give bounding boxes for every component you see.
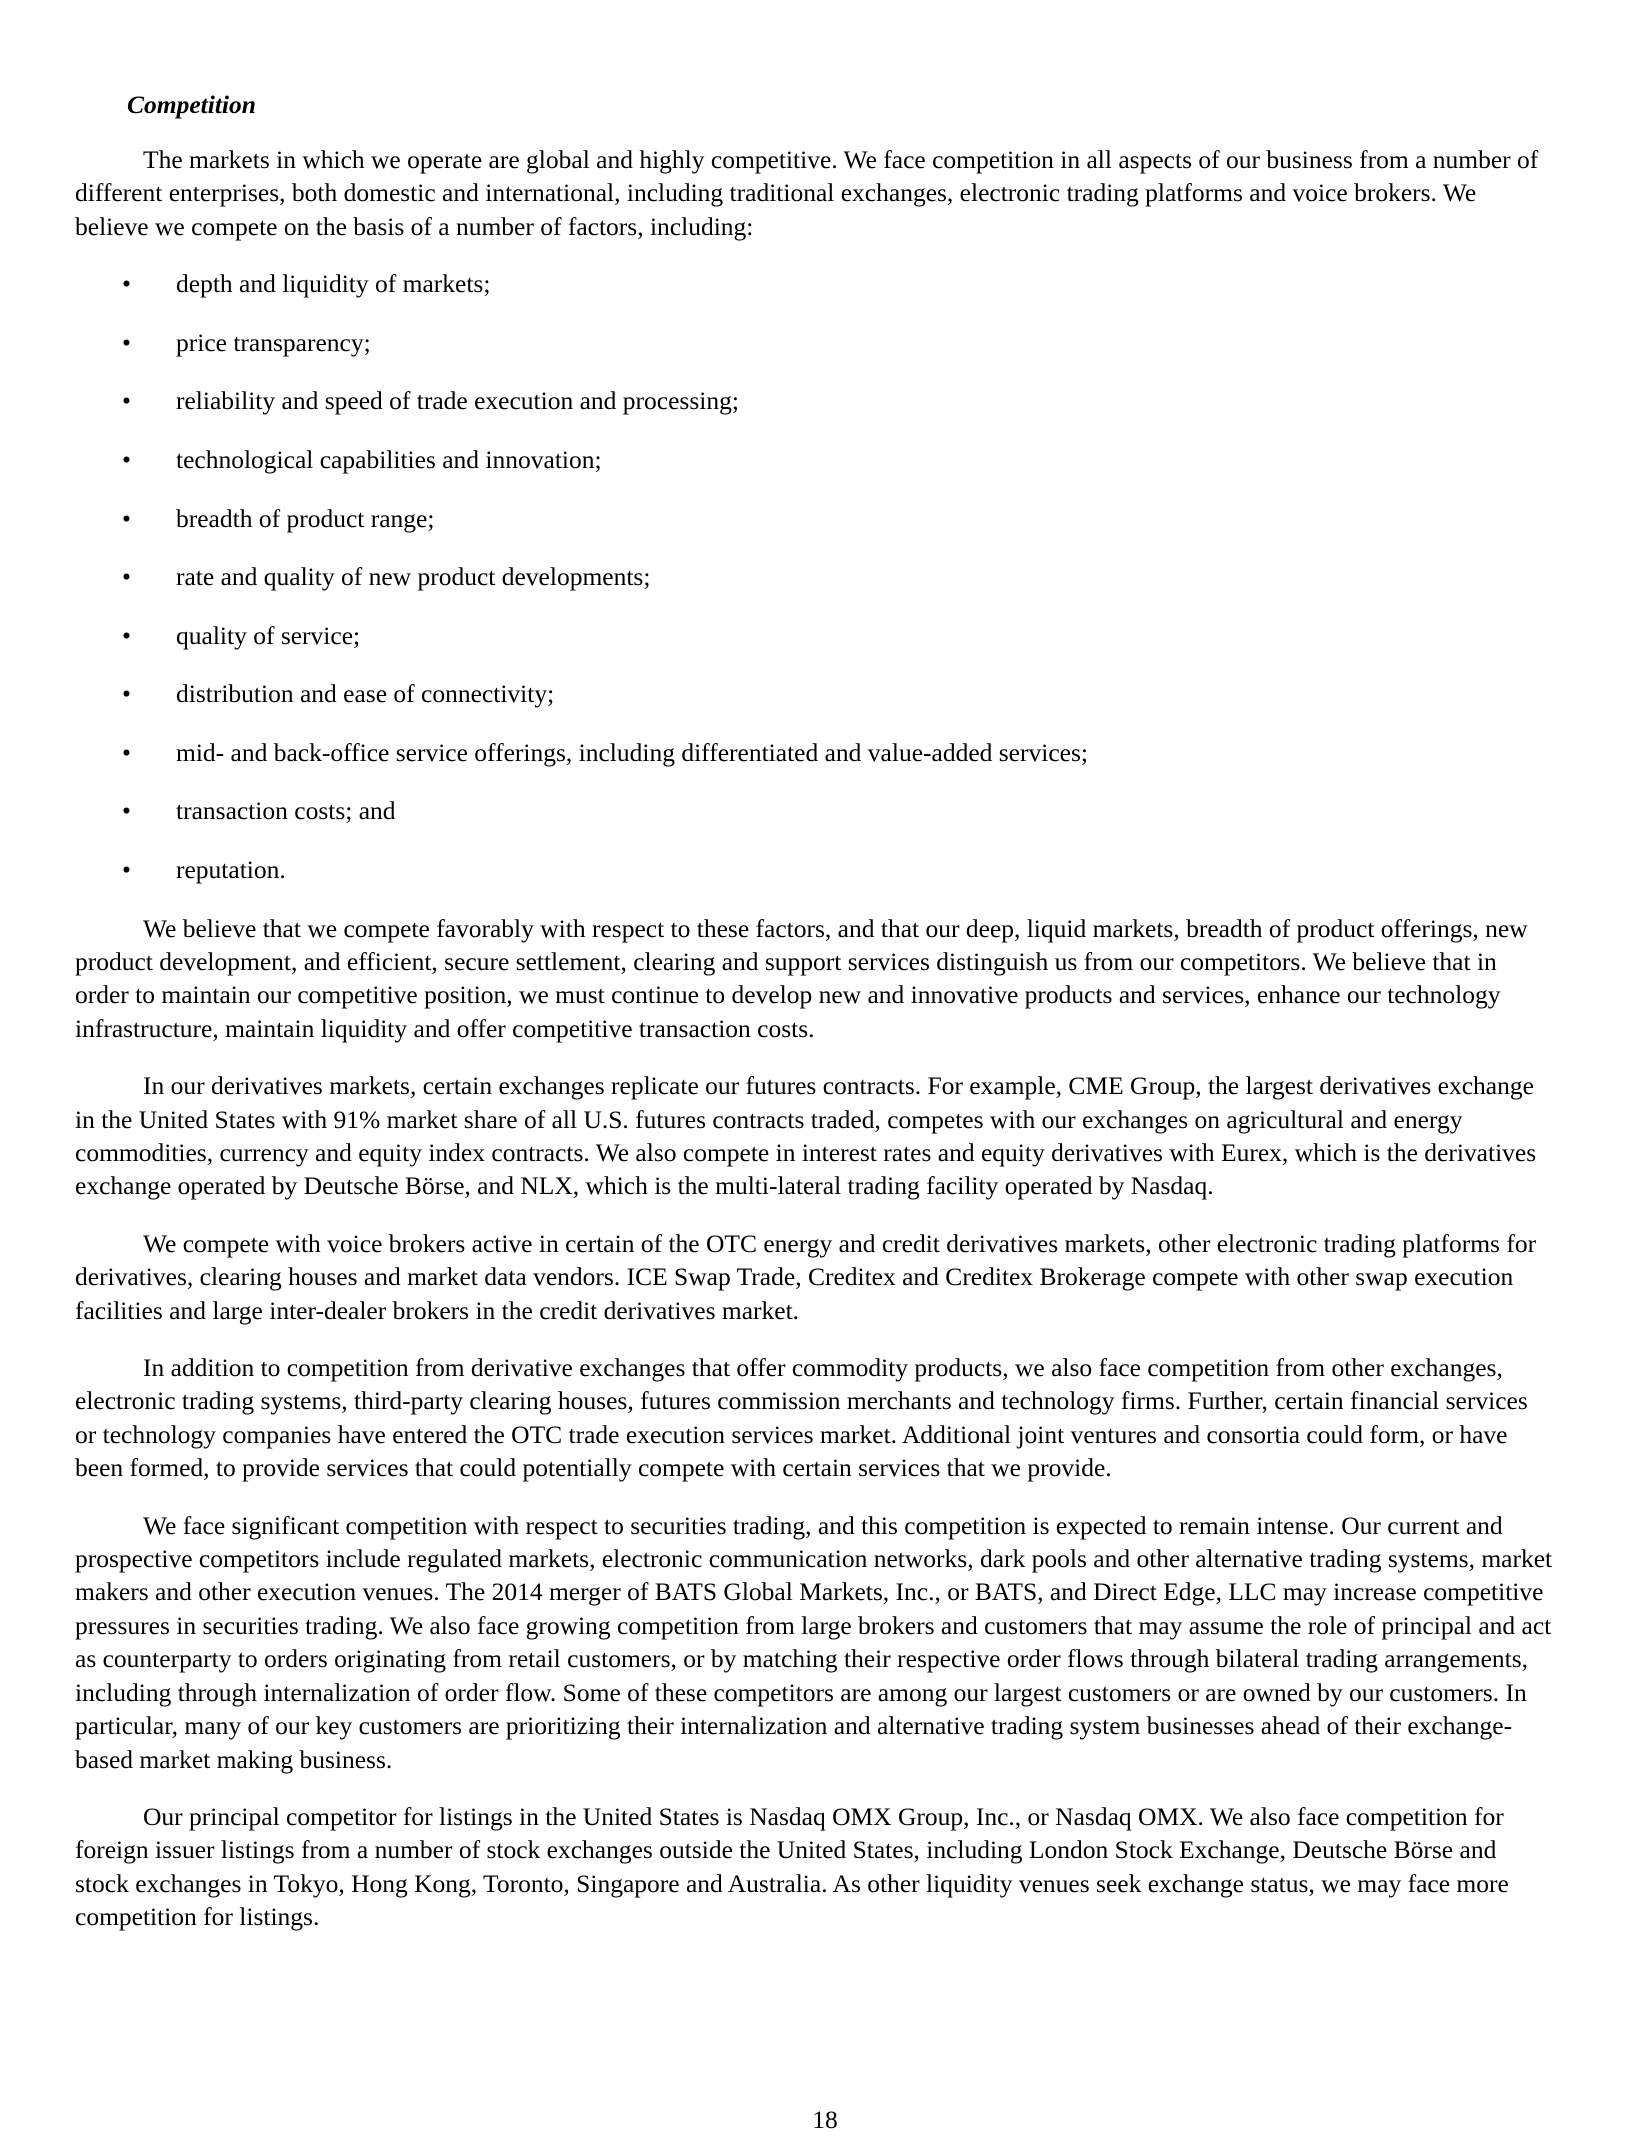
body-paragraph: We believe that we compete favorably with respect to these factors, and that our deep, liquid markets, breadth of product offerings, new product development, and efficient, secure settlement, clearing and support services distinguish us from our competitors. We believe that in order to maintain our competitive position, we must continue to develop new and innovative products and services, enhance our technology infrastructure, maintain liquidity and offer competitive transaction costs. bbox=[75, 913, 1528, 1043]
bullet-icon: • bbox=[122, 562, 131, 592]
bullet-icon: • bbox=[122, 444, 131, 474]
list-item-text: reliability and speed of trade execution and processing; bbox=[176, 386, 739, 416]
bullet-icon: • bbox=[122, 796, 131, 826]
list-item bbox=[75, 502, 1555, 535]
section-heading: Competition bbox=[127, 90, 256, 119]
list-item bbox=[75, 560, 1555, 593]
list-item bbox=[75, 326, 1555, 359]
bullet-icon: • bbox=[122, 327, 131, 357]
document-page bbox=[75, 88, 1555, 1958]
body-paragraph: In addition to competition from derivative exchanges that offer commodity products, we also face competition from other exchanges, electronic trading systems, third-party clearing houses, futures commission merchants and technology firms. Further, certain financial services or technology companies have entered the OTC trade execution services market. Additional joint ventures and consortia could form, or have been formed, to provide services that could potentially compete with certain services that we provide. bbox=[75, 1353, 1528, 1483]
factors-list bbox=[75, 267, 1555, 886]
bullet-icon: • bbox=[122, 679, 131, 709]
list-item bbox=[75, 443, 1555, 476]
list-item-text: breadth of product range; bbox=[176, 503, 435, 533]
bullet-icon: • bbox=[122, 386, 131, 416]
list-item-text: quality of service; bbox=[176, 620, 361, 650]
list-item-text: price transparency; bbox=[176, 327, 371, 357]
list-item-text: technological capabilities and innovation; bbox=[176, 444, 602, 474]
body-paragraph: We compete with voice brokers active in certain of the OTC energy and credit derivatives markets, other electronic trading platforms for derivatives, clearing houses and market data vendors. ICE Swap Trade, Creditex and Creditex Brokerage compete with other swap execution facilities and large inter-dealer brokers in the credit derivatives market. bbox=[75, 1228, 1537, 1325]
intro-paragraph: The markets in which we operate are global and highly competitive. We face competition in all aspects of our business from a number of different enterprises, both domestic and international, including traditional exchanges, electronic trading platforms and voice brokers. We believe we compete on the basis of a number of factors, including: bbox=[75, 145, 1539, 241]
bullet-icon: • bbox=[122, 503, 131, 533]
list-item bbox=[75, 677, 1555, 710]
bullet-icon: • bbox=[122, 737, 131, 767]
list-item-text: depth and liquidity of markets; bbox=[176, 269, 491, 299]
list-item-text: distribution and ease of connectivity; bbox=[176, 679, 555, 709]
bullet-icon: • bbox=[122, 269, 131, 299]
body-paragraph: In our derivatives markets, certain exchanges replicate our futures contracts. For example, CME Group, the largest derivatives exchange in the United States with 91% market share of all U.S. futures contracts traded, competes with our exchanges on agricultural and energy commodities, currency and equity index contracts. We also compete in interest rates and equity derivatives with Eurex, which is the derivatives exchange operated by Deutsche Börse, and NLX, which is the multi-lateral trading facility operated by Nasdaq. bbox=[75, 1071, 1537, 1201]
list-item-text: rate and quality of new product developments; bbox=[176, 562, 651, 592]
list-item bbox=[75, 384, 1555, 417]
list-item-text: transaction costs; and bbox=[176, 796, 396, 826]
list-item-text: mid- and back-office service offerings, including differentiated and value-added services; bbox=[176, 737, 1088, 767]
list-item bbox=[75, 267, 1555, 300]
list-item bbox=[75, 853, 1555, 886]
body-paragraph: Our principal competitor for listings in the United States is Nasdaq OMX Group, Inc., or Nasdaq OMX. We also face competition for foreign issuer listings from a number of stock exchanges outside the United States, including London Stock Exchange, Deutsche Börse and stock exchanges in Tokyo, Hong Kong, Toronto, Singapore and Australia. As other liquidity venues seek exchange status, we may face more competition for listings. bbox=[75, 1801, 1509, 1932]
list-item-text: reputation. bbox=[176, 855, 286, 884]
page-number: 18 bbox=[812, 2105, 838, 2134]
list-item bbox=[75, 619, 1555, 652]
bullet-icon: • bbox=[122, 620, 131, 650]
body-paragraph: We face significant competition with respect to securities trading, and this competition is expected to remain intense. Our current and prospective competitors include regulated markets, electronic communication networks, dark pools and other alternative trading systems, market makers and other execution venues. The 2014 merger of BATS Global Markets, Inc., or BATS, and Direct Edge, LLC may increase competitive pressures in securities trading. We also face growing competition from large brokers and customers that may assume the role of principal and act as counterparty to orders originating from retail customers, or by matching their respective order flows through bilateral trading arrangements, including through internalization of order flow. Some of these competitors are among our largest customers or are owned by our customers. In particular, many of our key customers are prioritizing their internalization and alternative trading system businesses ahead of their exchange-based market making business. bbox=[75, 1510, 1553, 1774]
bullet-icon: • bbox=[122, 855, 131, 884]
list-item bbox=[75, 736, 1555, 769]
list-item bbox=[75, 794, 1555, 827]
